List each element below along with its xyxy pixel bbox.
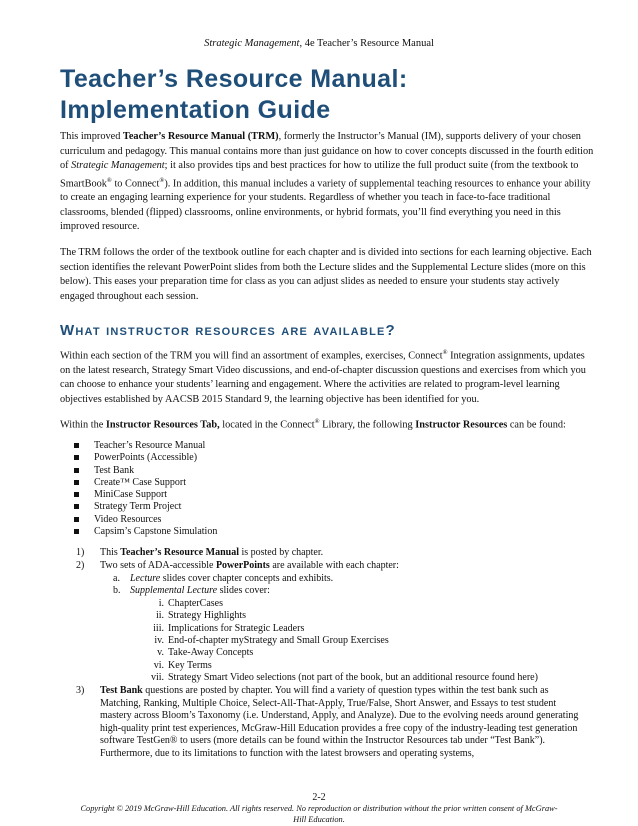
roman-number: i.	[158, 598, 164, 609]
list-item-label: Test Bank	[94, 464, 135, 476]
roman-text: Key Terms	[168, 660, 212, 671]
text-run: Integration assignments, updates on the latest research, Strategy Smart Video discussions, and end-of-chapter discussion questions and exercises from which you can choose to enhance your students’ learning and engagement. Where the activities are related to program-level learning objectives established by AACSB 2015 Standard 9, the learning objective has been identified for you.	[60, 350, 586, 405]
list-item	[60, 489, 217, 501]
roman-text: Strategy Smart Video selections (not part of the book, but an additional resource found here)	[168, 672, 538, 683]
roman-number: v.	[157, 647, 164, 658]
registered-mark: ®	[314, 418, 320, 425]
text-run-italic: Lecture	[130, 573, 161, 584]
list-item	[60, 526, 217, 538]
list-item-label: Strategy Term Project	[94, 501, 182, 513]
list-item-label: Capsim’s Capstone Simulation	[94, 526, 218, 538]
section-paragraph-2	[60, 415, 595, 433]
running-header	[0, 38, 638, 49]
roman-text: End-of-chapter myStrategy and Small Group Exercises	[168, 635, 389, 646]
instructor-tab-bold: Instructor Resources Tab,	[105, 419, 220, 431]
item-number: 1)	[76, 547, 85, 558]
square-bullet-icon	[74, 468, 79, 473]
list-item	[60, 501, 217, 513]
copyright-footer: Copyright © 2019 McGraw-Hill Education. All rights reserved. No reproduction or distribution without the prior written consent of McGraw-Hill Education.	[80, 804, 558, 824]
intro-paragraph-1	[60, 130, 595, 235]
roman-text: Take-Away Concepts	[168, 647, 254, 658]
text-run-bold: PowerPoints	[215, 560, 270, 571]
item-number: 2)	[76, 560, 85, 571]
instructor-resources-bold: Instructor Resources	[415, 419, 508, 431]
text-run: ; it also provides tips and best practices for how to utilize the full product suite (from the textbook to SmartBook	[60, 160, 579, 189]
list-item-label: Create™ Case Support	[94, 476, 187, 488]
text-run: Library, the following	[319, 419, 416, 431]
square-bullet-icon	[74, 529, 79, 534]
text-run: slides cover:	[217, 585, 270, 596]
text-run: to Connect	[111, 177, 160, 189]
roman-number: iii.	[153, 623, 164, 634]
title-line-1: Teacher’s Resource Manual:	[60, 65, 408, 93]
text-run: slides cover chapter concepts and exhibits.	[160, 573, 334, 584]
text-run-bold: Teacher’s Resource Manual	[120, 547, 239, 558]
list-item	[60, 514, 217, 526]
list-item	[60, 465, 217, 477]
text-run: is posted by chapter.	[238, 547, 324, 558]
text-run: , formerly the Instructor’s Manual (IM), supports delivery of your chosen curriculum and pedagogy. This manual contains more than just guidance on how to cover concepts discussed in the fourth edition of	[60, 131, 594, 171]
registered-mark: ®	[106, 176, 112, 184]
square-bullet-icon	[74, 504, 79, 509]
item-text	[100, 547, 590, 559]
text-run-bold: Test Bank	[100, 685, 143, 696]
text-run: Two sets of ADA-accessible	[100, 560, 216, 571]
intro-paragraph-2: The TRM follows the order of the textbook outline for each chapter and is divided into sections for each learning objective. Each section identifies the relevant PowerPoint slides from both the Lecture slides and the Supplemental Lecture slides (more on this below). This eases your preparation time for class as you can adjust slides as needed to ensure your students stay actively engaged throughout each session.	[60, 247, 592, 302]
registered-mark: ®	[442, 349, 448, 356]
text-run: Within the	[60, 419, 106, 431]
item-text	[100, 560, 590, 572]
text-run: This	[100, 547, 121, 558]
roman-number: iv.	[154, 635, 164, 646]
square-bullet-icon	[74, 480, 79, 485]
text-run: This improved	[60, 131, 123, 142]
text-run: located in the Connect	[219, 419, 315, 431]
list-item-label: MiniCase Support	[94, 489, 168, 501]
item-letter: a.	[113, 573, 120, 584]
item-text	[130, 573, 530, 585]
header-edition: , 4e Teacher’s Resource Manual	[299, 38, 434, 49]
square-bullet-icon	[74, 492, 79, 497]
item-letter: b.	[113, 585, 121, 596]
text-run: ). In addition, this manual includes a variety of supplemental teaching resources to enhance your ability to create an engaging learning experience for your students. Regardless of whether you teach in face-to-face traditional classrooms, blended (flipped) classrooms, online environments, or hybrid formats, you’ll find everything you need in this improved resource.	[60, 177, 591, 233]
list-item	[60, 440, 217, 452]
trm-bold: Teacher’s Resource Manual (TRM)	[122, 131, 279, 142]
square-bullet-icon	[74, 455, 79, 460]
list-item-label: Teacher’s Resource Manual	[94, 440, 206, 451]
roman-number: ii.	[155, 610, 164, 621]
item-text	[100, 685, 590, 760]
book-title-italic: Strategic Management	[71, 160, 165, 171]
list-item-label: PowerPoints (Accessible)	[94, 452, 198, 464]
roman-text: Strategy Highlights	[168, 610, 247, 621]
text-run: questions are posted by chapter. You will find a variety of question types within the test bank such as Matching, Ranking, Multiple Choice, Select-All-That-Apply, True/False, Short Answer, and Essays to test student mastery across Bloom’s Taxonomy (i.e. Understand, Apply, and Analyze). Due to the evolving needs around generating high-quality print test experiences, McGraw-Hill Education provides a free copy of the industry-leading test generation software TestGen® to users (more details can be found within the Instructor Resources tab under “Test Bank”). Furthermore, due to its limitations to function with the latest browsers and operating systems,	[100, 685, 579, 759]
text-run: are available with each chapter:	[269, 560, 399, 571]
registered-mark: ®	[159, 176, 165, 184]
section-heading: What instructor resources are available?	[60, 322, 396, 339]
roman-text: Implications for Strategic Leaders	[168, 623, 305, 634]
resource-bullet-list	[60, 440, 217, 538]
list-item	[60, 477, 217, 489]
text-run-italic: Supplemental Lecture	[130, 585, 218, 596]
section-paragraph-1	[60, 346, 595, 407]
square-bullet-icon	[74, 517, 79, 522]
header-book-title: Strategic Management	[204, 38, 300, 49]
list-item	[60, 452, 217, 464]
text-run: Within each section of the TRM you will find an assortment of examples, exercises, Connect	[60, 350, 443, 362]
page-number: 2-2	[312, 792, 326, 803]
roman-number: vii.	[150, 672, 164, 683]
list-item-label: Video Resources	[94, 513, 162, 525]
item-text	[130, 585, 530, 597]
page-title	[60, 64, 590, 126]
item-number: 3)	[76, 685, 85, 696]
square-bullet-icon	[74, 443, 79, 448]
roman-text: ChapterCases	[168, 598, 223, 609]
roman-number: vi.	[153, 660, 164, 671]
title-line-2: Implementation Guide	[60, 96, 331, 124]
text-run: can be found:	[507, 419, 566, 431]
